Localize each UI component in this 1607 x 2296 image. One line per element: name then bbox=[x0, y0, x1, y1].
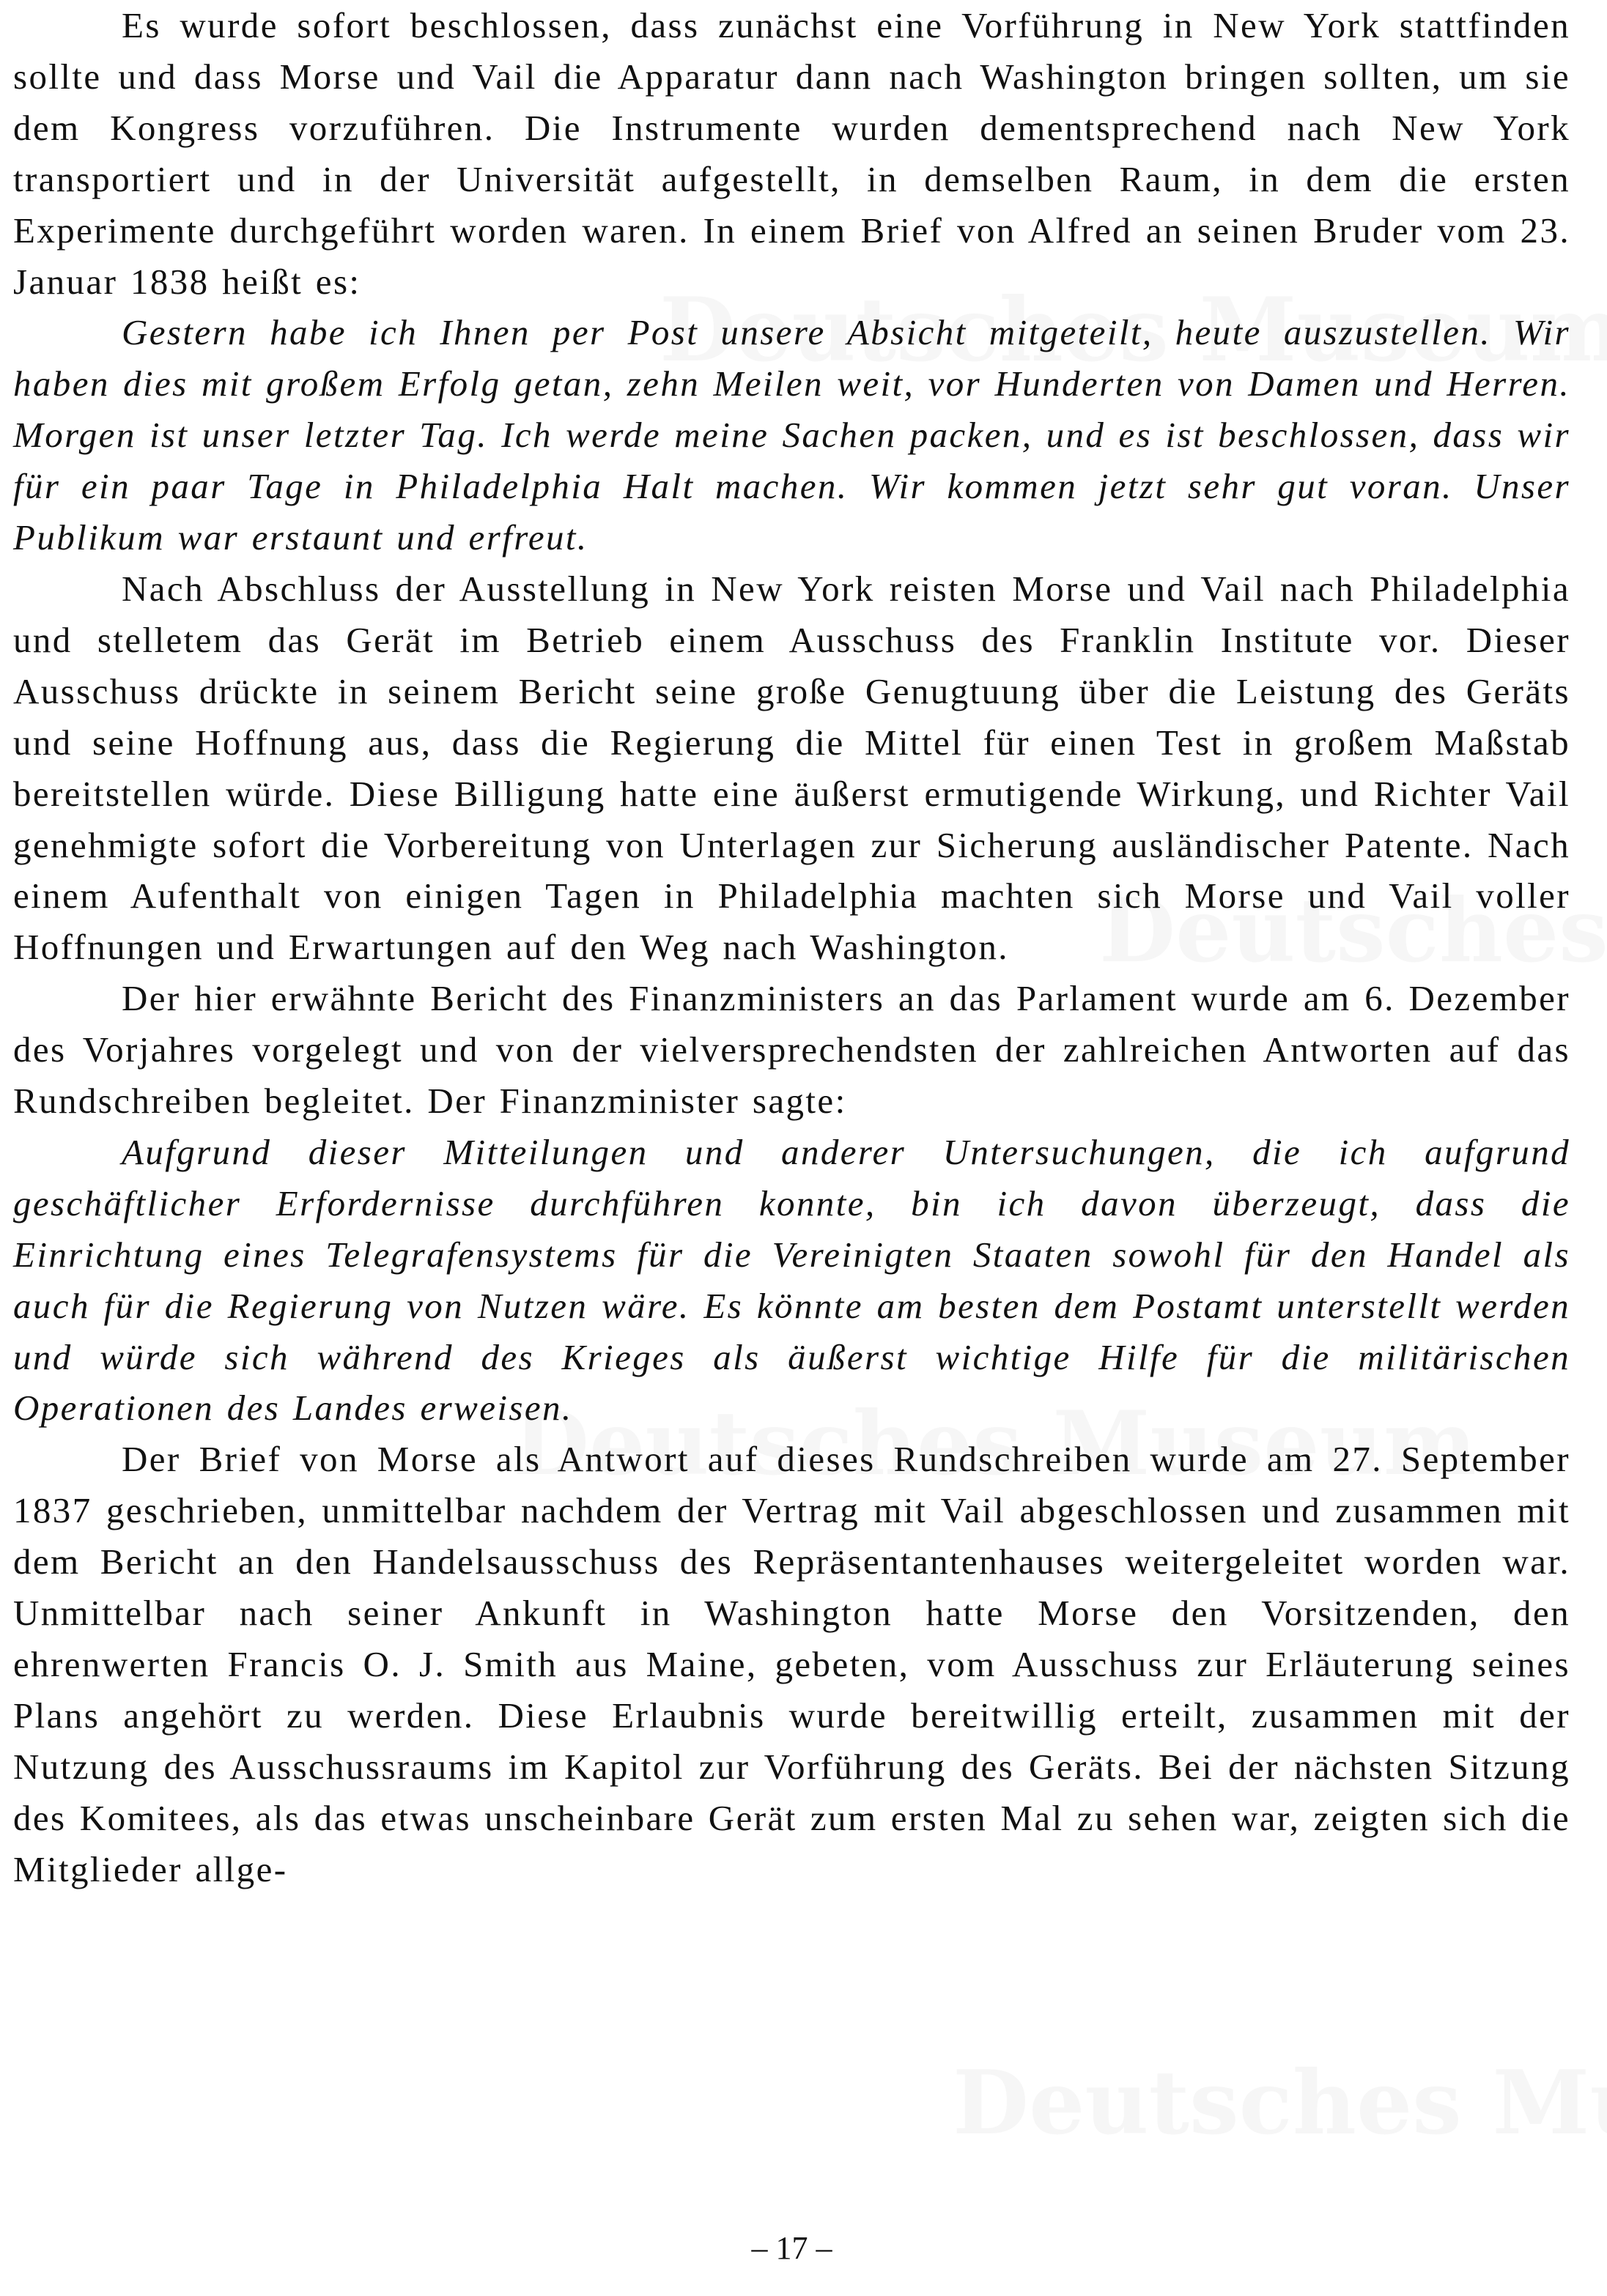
paragraph: Der Brief von Morse als Antwort auf dieses Rundschreiben wurde am 27. September 1837 geschrieben, unmittelbar nachdem der Vertrag mit Vail abgeschlossen und zusammen mit dem Bericht an den Handelsausschuss des Repräsentantenhauses weitergeleitet worden war. Unmittelbar nach seiner Ankunft in Washington hatte Morse den Vorsitzenden, den ehrenwerten Francis O. J. Smith aus Maine, gebeten, vom Ausschuss zur Erläuterung seines Plans angehört zu werden. Diese Erlaubnis wurde bereitwillig erteilt, zusammen mit der Nutzung des Ausschussraums im Kapitol zur Vorführung des Geräts. Bei der nächsten Sitzung des Komitees, als das etwas unscheinbare Gerät zum ersten Mal zu sehen war, zeigten sich die Mitglieder allge- bbox=[13, 1439, 1570, 1889]
paragraph: Der hier erwähnte Bericht des Finanzministers an das Parlament wurde am 6. Dezember des Vorjahres vorgelegt und von der vielversprechendsten der zahlreichen Antworten auf das Rundschreiben begleitet. Der Finanzminister sagte: bbox=[13, 978, 1570, 1122]
body-text bbox=[13, 0, 1570, 1895]
paragraph: Nach Abschluss der Ausstellung in New York reisten Morse und Vail nach Philadelphia und stelletem das Gerät im Betrieb einem Ausschuss des Franklin Institute vor. Dieser Ausschuss drückte in seinem Bericht seine große Genugtuung über die Leistung des Geräts und seine Hoffnung aus, dass die Regierung die Mittel für einen Test in großem Maßstab bereitstellen würde. Diese Billigung hatte eine äußerst ermutigende Wirkung, und Richter Vail genehmigte sofort die Vorbereitung von Unterlagen zur Sicherung ausländischer Patente. Nach einem Aufenthalt von einigen Tagen in Philadelphia machten sich Morse und Vail voller Hoffnungen und Erwartungen auf den Weg nach Washington. bbox=[13, 568, 1570, 968]
document-page bbox=[13, 0, 1570, 2296]
block-quote: Gestern habe ich Ihnen per Post unsere Absicht mitgeteilt, heute auszustellen. Wir haben dies mit großem Erfolg getan, zehn Meilen weit, vor Hunderten von Damen und Herren. Morgen ist unser letzter Tag. Ich werde meine Sachen packen, und es ist beschlossen, dass wir für ein paar Tage in Philadelphia Halt machen. Wir kommen jetzt sehr gut voran. Unser Publikum war erstaunt und erfreut. bbox=[13, 312, 1570, 558]
paragraph: Es wurde sofort beschlossen, dass zunächst eine Vorführung in New York stattfinden sollte und dass Morse und Vail die Apparatur dann nach Washington bringen sollten, um sie dem Kongress vorzuführen. Die Instrumente wurden dementsprechend nach New York transportiert und in der Universität aufgestellt, in demselben Raum, in dem die ersten Experimente durchgeführt worden waren. In einem Brief von Alfred an seinen Bruder vom 23. Januar 1838 heißt es: bbox=[13, 5, 1570, 302]
page-number: – 17 – bbox=[751, 2230, 832, 2266]
block-quote: Aufgrund dieser Mitteilungen und anderer Untersuchungen, die ich aufgrund geschäftlicher Erfordernisse durchführen konnte, bin ich davon überzeugt, dass die Einrichtung eines Telegrafensystems für die Vereinigten Staaten sowohl für den Handel als auch für die Regierung von Nutzen wäre. Es könnte am besten dem Postamt unterstellt werden und würde sich während des Krieges als äußerst wichtige Hilfe für die militärischen Operationen des Landes erweisen. bbox=[13, 1131, 1570, 1429]
